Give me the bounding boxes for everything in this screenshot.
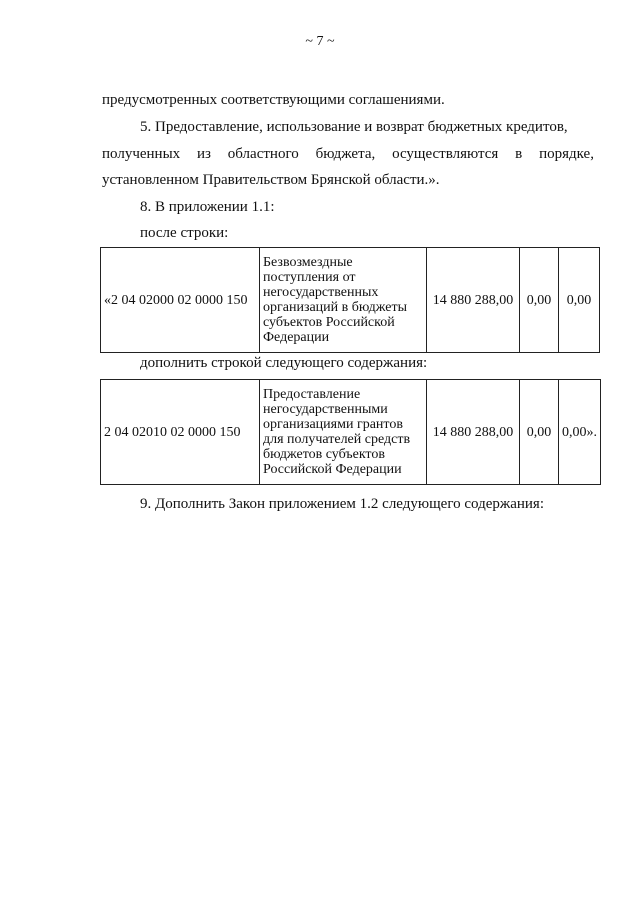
after-row-label: после строки: xyxy=(140,225,229,241)
amount-cell: 14 880 288,00 xyxy=(427,380,520,485)
value-cell: 0,00». xyxy=(559,380,601,485)
budget-code-cell: 2 04 02010 02 0000 150 xyxy=(101,380,260,485)
description-line: субъектов Российской xyxy=(263,315,395,330)
description-line: Российской Федерации xyxy=(263,462,402,477)
word: бюджета, xyxy=(315,146,376,162)
value-cell: 0,00 xyxy=(520,248,559,353)
word: в xyxy=(515,146,523,162)
page-number: ~ 7 ~ xyxy=(305,34,335,49)
description-line: Федерации xyxy=(263,330,330,345)
paragraph-5-line-3: установленном Правительством Брянской области.». xyxy=(102,172,440,188)
value-cell: 0,00 xyxy=(559,248,600,353)
paragraph-8: 8. В приложении 1.1: xyxy=(140,199,275,215)
paragraph-5-line-2 xyxy=(102,145,594,163)
description-cell xyxy=(260,248,427,353)
description-line: организациями грантов xyxy=(263,417,403,432)
table-row xyxy=(101,248,600,353)
word: осуществляются xyxy=(392,146,499,162)
supplement-label: дополнить строкой следующего содержания: xyxy=(140,355,428,371)
table-row xyxy=(101,380,601,485)
paragraph-5-line-1: 5. Предоставление, использование и возврат бюджетных кредитов, xyxy=(140,119,568,135)
description-line: Предоставление xyxy=(263,387,361,402)
description-line: Безвозмездные xyxy=(263,255,353,270)
word: областного xyxy=(227,146,299,162)
budget-code-cell: «2 04 02000 02 0000 150 xyxy=(101,248,260,353)
description-line: организаций в бюджеты xyxy=(263,300,407,315)
description-line: поступления от xyxy=(263,270,356,285)
word: из xyxy=(197,146,211,162)
table-original-row xyxy=(100,247,600,353)
description-line: бюджетов субъектов xyxy=(263,447,385,462)
paragraph-continuation: предусмотренных соответствующими соглашениями. xyxy=(102,92,445,108)
description-line: негосударственных xyxy=(263,285,379,300)
value-cell: 0,00 xyxy=(520,380,559,485)
paragraph-9: 9. Дополнить Закон приложением 1.2 следующего содержания: xyxy=(140,496,545,512)
description-line: для получателей средств xyxy=(263,432,411,447)
word: порядке, xyxy=(539,146,594,162)
description-cell xyxy=(260,380,427,485)
amount-cell: 14 880 288,00 xyxy=(427,248,520,353)
description-line: негосударственными xyxy=(263,402,388,417)
word: полученных xyxy=(102,146,181,162)
table-new-row xyxy=(100,379,601,485)
